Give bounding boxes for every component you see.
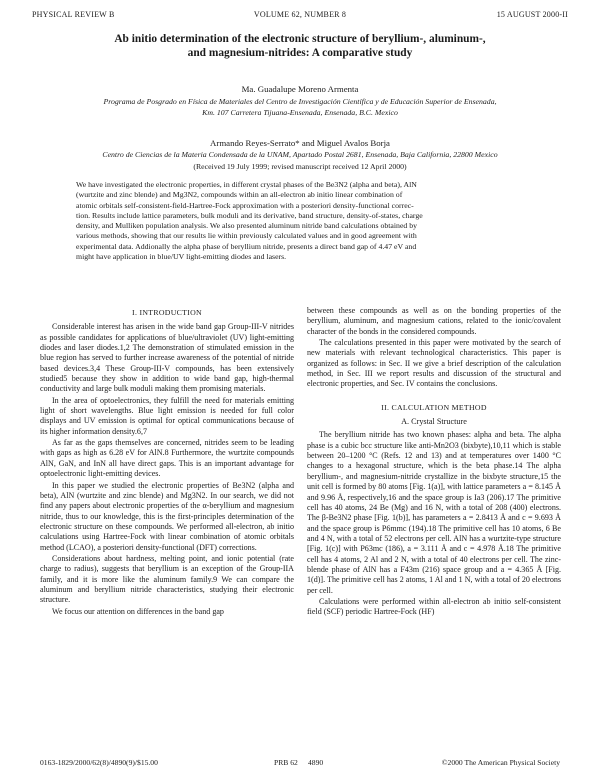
title-line-2: and magnesium-nitrides: A comparative study bbox=[187, 47, 413, 59]
body-paragraph: In the area of optoelectronics, they fulfill the need for materials emitting light of short wavelengths. Blue light emission is needed for full color displays and UV emission is optimal for optical communications because of its higher information density.6,7 bbox=[40, 395, 294, 436]
affiliation-1-line-2: Km. 107 Carretera Tijuana-Ensenada, Ensenada, B.C. Mexico bbox=[202, 107, 398, 117]
received-dates: (Received 19 July 1999; revised manuscript received 12 April 2000) bbox=[193, 162, 407, 171]
abstract-line: might have application in blue/UV light-emitting diodes and lasers. bbox=[76, 252, 287, 262]
section-heading-introduction: I. INTRODUCTION bbox=[132, 308, 202, 317]
abstract-line: density, and Mulliken population analysis. We also presented aluminum nitride band calculations obtained by bbox=[76, 221, 418, 231]
body-paragraph: We focus our attention on differences in the band gap bbox=[52, 606, 224, 616]
body-paragraph: The calculations presented in this paper were motivated by the search of new materials with relevant technological characteristics. This paper is organized as follows: in Sec. II we give a brief description of the calculation method, in Sec. III we report results and discussion of the structural and electronic properties, and Sec. IV contains the conclusions. bbox=[307, 338, 561, 389]
abstract bbox=[76, 180, 524, 262]
abstract-line: various methods, showing that our results lie within previously calculated values and in good agreement with bbox=[76, 231, 417, 241]
abstract-line: experimental data. Addionally the alpha phase of beryllium nitride, presents a direct band gap of 4.47 eV and bbox=[76, 241, 417, 251]
page-number: 4890 bbox=[308, 758, 324, 767]
abstract-line: (wurtzite and zinc blende) and Mg3N2, compounds within an all-electron ab initio linear combination of bbox=[76, 190, 403, 200]
body-paragraph: In this paper we studied the electronic properties of Be3N2 (alpha and beta), AlN (wurtzite and zinc blende) and Mg3N2. In our search, we did not find any papers about electronic properties of the α-beryllium and magnesium nitride, thus to our knowledge, this is the first-principles determination of the electronic structure on these compounds. We performed all-electron, ab initio calculations using Hartree-Fock with linear combination of atomic orbitals method (LCAO), a posteriori density-functional (DFT) corrections. bbox=[40, 480, 294, 552]
author-2: Armando Reyes-Serrato* and Miguel Avalos Borja bbox=[210, 138, 390, 148]
left-column bbox=[40, 306, 294, 731]
author-1: Ma. Guadalupe Moreno Armenta bbox=[241, 84, 359, 94]
body-paragraph: between these compounds as well as on the bonding properties of the beryllium, aluminum, and magnesium cations, related to the ionic/covalent character of the bonds in the considered compounds. bbox=[307, 306, 561, 336]
title-line-1: Ab initio determination of the electronic structure of beryllium-, aluminum-, bbox=[114, 33, 486, 45]
right-column bbox=[307, 306, 561, 731]
issue-date: 15 AUGUST 2000-II bbox=[496, 10, 568, 19]
copyright: ©2000 The American Physical Society bbox=[441, 758, 560, 767]
abstract-line: We have investigated the electronic properties, in different crystal phases of the Be3N2 (alpha and beta), AlN bbox=[76, 180, 417, 189]
article-code: 0163-1829/2000/62(8)/4890(9)/$15.00 bbox=[40, 758, 158, 767]
subsection-heading-crystal-structure: A. Crystal Structure bbox=[401, 417, 467, 427]
volume-number: VOLUME 62, NUMBER 8 bbox=[253, 10, 347, 19]
abstract-line: tion. Results include lattice parameters, bulk moduli and its derivative, band structure, density-of-states, charge bbox=[76, 210, 423, 220]
running-header bbox=[32, 10, 568, 22]
affiliation-1-line-1: Programa de Posgrado en Física de Materiales del Centro de Investigación Científica y de Educación Superior de Ensenada, bbox=[103, 97, 497, 106]
page-footer bbox=[40, 758, 560, 770]
body-paragraph: Considerations about hardness, melting point, and ionic potential (rate charge to radius), suggests that beryllium is an exception of the Group-IIA family, and it is more like the aluminum family.9 We can compare the aluminum and beryllium nitride characteristics, studying their electronic structure. bbox=[40, 553, 294, 605]
body-paragraph: As far as the gaps themselves are concerned, nitrides seem to be leading with gaps as high as 6.28 eV for AlN.8 Furthermore, the wurtzite compounds AlN, GaN, and InN all have direct gaps. This is an important advantage for optoelectronic light-emitting devices. bbox=[40, 438, 294, 479]
body-paragraph: Calculations were performed within all-electron ab initio self-consistent field (SCF) periodic Hartree-Fock (HF) bbox=[307, 596, 561, 617]
article-title bbox=[60, 32, 540, 60]
abstract-line: atomic orbitals self-consistent-field-Hartree-Fock approximation with a posteriori density-functional correc- bbox=[76, 200, 414, 210]
body-paragraph: Considerable interest has arisen in the wide band gap Group-III-V nitrides as possible candidates for applications of blue/ultraviolet (UV) light-emitting diodes and laser diodes.1,2 The demonstration of stimulated emission in the blue region has served to further increase awareness of the potential of nitride based devices.3,4 These Group-III-V compounds, has been extensively studied5 because they show in addition to wide band gap, high-thermal conductivity and large bulk moduli making them promising materials. bbox=[40, 322, 294, 394]
affiliation-1 bbox=[40, 97, 560, 118]
section-heading-calculation-method: II. CALCULATION METHOD bbox=[381, 402, 487, 412]
journal-name: PHYSICAL REVIEW B bbox=[32, 10, 115, 19]
journal-volume: PRB 62 bbox=[274, 758, 298, 767]
body-paragraph: The beryllium nitride has two known phases: alpha and beta. The alpha phase is a cubic bcc structure like anti-Mn2O3 (bixbyte),10,11 which is stable between 20–1200 °C (Refs. 12 and 13) and at temperatures over 1400 °C changes to a hexagonal structure, which is the beta phase.14 The alpha beryllium-, and magnesium-nitride crystallize in the bixbyte structure,15 the unit cell is formed by 80 atoms [Fig. 1(a)], with lattice parameters a = 8.145 Å and 9.96 Å, respectively,16 and the space group is Ia3 (206).17 The primitive cell has 40 atoms, 24 Be (Mg) and 16 N, with a total of 208 (400) electrons. The β-Be3N2 phase [Fig. 1(b)], has parameters a = 2.8413 Å and c = 9.693 Å and the space group is P6mmc (194).18 The primitive cell has 10 atoms, 6 Be and 4 N, with a total of 52 electrons per cell. AlN has a wurtzite-type structure [Fig. 1(c)] with P63mc (186), a = 3.111 Å and c = 4.978 Å.18 The primitive cell has 4 atoms, 2 Al and 2 N, with a total of 40 electrons per cell. The zinc-blende phase of AlN has a F43m (216) space group and a = 4.365 Å [Fig. 1(d)]. The primitive cell has 2 atoms, 1 Al and 1 N, with a total of 20 electrons per cell. bbox=[307, 430, 561, 595]
affiliation-2: Centro de Ciencias de la Materia Condensada de la UNAM, Apartado Postal 2681, Ensenada, Baja California, 22800 Mexico bbox=[102, 150, 498, 159]
